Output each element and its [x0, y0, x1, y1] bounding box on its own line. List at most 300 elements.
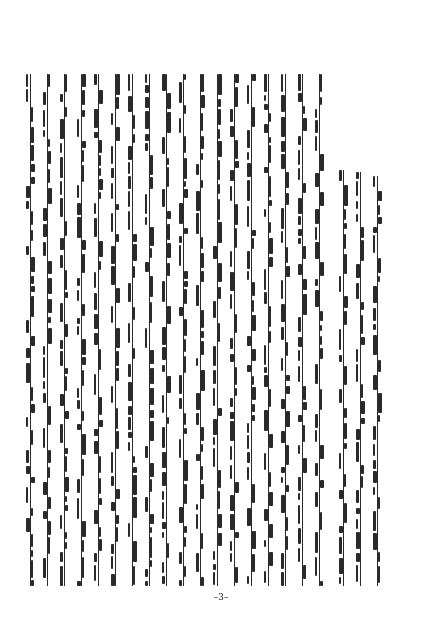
glyph-run [252, 484, 255, 503]
glyph-run [31, 508, 33, 516]
glyph-run [315, 532, 318, 553]
glyph-run [303, 458, 307, 473]
glyph-run [167, 167, 169, 187]
glyph-run [269, 524, 273, 538]
glyph-run [128, 283, 131, 302]
glyph-run [213, 572, 215, 585]
glyph-run [26, 186, 30, 198]
glyph-run [184, 413, 186, 425]
glyph-run [26, 201, 29, 209]
glyph-run [269, 145, 271, 163]
glyph-run [281, 431, 285, 443]
glyph-run [94, 553, 97, 562]
glyph-run [116, 127, 120, 141]
glyph-run [116, 527, 118, 542]
glyph-run [60, 566, 63, 586]
glyph-run [218, 491, 220, 509]
glyph-run [133, 307, 135, 320]
glyph-run [315, 173, 319, 187]
glyph-run [150, 368, 154, 384]
glyph-run [31, 477, 35, 483]
glyph-run [230, 354, 234, 362]
glyph-run [145, 262, 149, 272]
glyph-run [128, 176, 131, 189]
glyph-run [320, 262, 324, 276]
glyph-run [43, 428, 45, 448]
glyph-run [145, 134, 149, 141]
glyph-run [247, 508, 251, 526]
glyph-run [196, 213, 199, 234]
glyph-run [184, 339, 186, 352]
glyph-run [218, 408, 222, 416]
glyph-run [150, 560, 152, 567]
glyph-run [31, 177, 35, 184]
column-spine [302, 74, 303, 586]
glyph-run [356, 264, 360, 278]
glyph-run [133, 475, 137, 495]
glyph-run [201, 271, 204, 282]
glyph-run [264, 453, 266, 470]
glyph-run [252, 300, 254, 312]
glyph-run [281, 117, 285, 137]
glyph-run [247, 467, 249, 480]
glyph-run [65, 456, 67, 472]
glyph-run [184, 281, 188, 287]
glyph-run [356, 283, 359, 299]
glyph-run [264, 104, 268, 110]
glyph-run [373, 335, 377, 355]
glyph-run [264, 124, 268, 133]
glyph-run [213, 551, 215, 560]
glyph-run [48, 299, 52, 313]
glyph-run [133, 348, 135, 359]
glyph-run [344, 503, 347, 523]
glyph-run [298, 216, 301, 225]
glyph-run [43, 92, 46, 105]
glyph-run [43, 208, 47, 221]
glyph-run [252, 315, 256, 331]
glyph-run [201, 577, 204, 586]
glyph-run [60, 181, 62, 195]
glyph-run [77, 318, 80, 324]
glyph-run [99, 478, 101, 494]
glyph-run [303, 118, 307, 131]
glyph-run [162, 532, 164, 538]
glyph-run [150, 350, 154, 364]
glyph-run [281, 477, 283, 483]
glyph-run [150, 177, 153, 189]
glyph-run [235, 314, 237, 333]
glyph-run [339, 453, 341, 469]
glyph-run [356, 172, 359, 179]
glyph-run [344, 423, 347, 439]
glyph-run [133, 467, 137, 473]
glyph-run [247, 271, 249, 280]
glyph-run [378, 205, 380, 215]
text-column-19 [339, 170, 349, 586]
glyph-run [286, 536, 288, 550]
glyph-run [128, 211, 130, 230]
glyph-run [373, 487, 375, 495]
glyph-run [48, 406, 51, 425]
glyph-run [145, 497, 148, 512]
glyph-run [247, 336, 251, 346]
glyph-run [60, 157, 63, 178]
glyph-run [264, 540, 266, 547]
glyph-run [230, 412, 234, 419]
glyph-run [31, 560, 33, 578]
glyph-run [213, 301, 216, 318]
glyph-run [252, 107, 255, 127]
glyph-run [48, 169, 50, 183]
glyph-run [179, 439, 181, 458]
glyph-run [150, 527, 152, 533]
glyph-run [320, 154, 324, 171]
glyph-run [230, 186, 232, 201]
glyph-run [99, 140, 102, 153]
glyph-run [116, 234, 119, 242]
text-column-8 [145, 74, 155, 586]
glyph-run [361, 476, 363, 488]
glyph-run [48, 188, 52, 204]
glyph-run [315, 109, 317, 118]
glyph-run [201, 95, 205, 108]
glyph-run [77, 581, 81, 586]
glyph-run [60, 255, 63, 268]
glyph-run [133, 234, 137, 242]
glyph-run [128, 432, 132, 438]
glyph-run [82, 434, 86, 455]
glyph-run [315, 414, 318, 428]
glyph-run [43, 393, 46, 403]
glyph-run [99, 179, 103, 190]
glyph-run [65, 411, 69, 419]
glyph-run [196, 358, 198, 366]
glyph-run [356, 429, 360, 440]
glyph-run [60, 552, 63, 562]
glyph-run [116, 515, 119, 524]
glyph-run [344, 408, 347, 418]
glyph-run [378, 276, 380, 282]
glyph-run [235, 567, 238, 583]
glyph-run [230, 541, 232, 551]
glyph-run [31, 164, 35, 172]
glyph-run [77, 424, 81, 430]
glyph-run [128, 382, 132, 401]
glyph-run [116, 328, 120, 348]
glyph-run [303, 106, 305, 114]
glyph-run [320, 348, 323, 359]
glyph-run [82, 357, 86, 365]
glyph-run [201, 180, 203, 188]
glyph-run [184, 484, 187, 504]
glyph-run [184, 566, 186, 577]
glyph-run [179, 118, 181, 133]
glyph-run [111, 544, 114, 554]
glyph-run [82, 90, 85, 105]
glyph-run [31, 580, 34, 586]
glyph-run [378, 393, 382, 413]
glyph-run [48, 328, 52, 344]
glyph-run [218, 184, 220, 194]
glyph-run [150, 421, 154, 441]
glyph-run [201, 331, 204, 338]
glyph-run [281, 358, 283, 371]
glyph-run [361, 315, 363, 334]
glyph-run [196, 393, 200, 410]
glyph-run [303, 294, 307, 315]
glyph-run [218, 287, 221, 299]
glyph-run [94, 441, 98, 454]
glyph-run [150, 410, 154, 418]
glyph-run [162, 427, 165, 448]
glyph-run [77, 290, 79, 301]
glyph-run [298, 74, 301, 91]
glyph-run [43, 242, 46, 256]
glyph-run [116, 489, 120, 499]
glyph-run [116, 288, 120, 303]
glyph-run [77, 203, 81, 215]
glyph-run [184, 289, 187, 304]
glyph-run [269, 238, 273, 254]
column-spine [166, 74, 167, 586]
glyph-run [281, 154, 285, 169]
glyph-run [201, 310, 204, 328]
glyph-run [31, 107, 33, 122]
glyph-run [31, 296, 34, 317]
glyph-run [26, 320, 29, 333]
glyph-run [344, 223, 347, 229]
glyph-run [48, 497, 51, 509]
glyph-run [230, 465, 232, 479]
glyph-run [133, 134, 135, 143]
glyph-run [373, 324, 376, 330]
glyph-run [26, 348, 30, 358]
glyph-run [286, 172, 289, 188]
glyph-run [252, 74, 256, 81]
glyph-run [286, 485, 289, 492]
glyph-run [196, 191, 200, 211]
glyph-run [82, 240, 86, 250]
glyph-run [315, 290, 319, 307]
glyph-run [320, 389, 322, 410]
glyph-run [356, 181, 358, 196]
glyph-run [128, 191, 130, 207]
glyph-run [48, 317, 51, 323]
glyph-run [320, 480, 324, 488]
glyph-run [162, 281, 165, 302]
glyph-run [48, 278, 52, 294]
glyph-run [315, 364, 318, 384]
glyph-run [94, 74, 97, 85]
glyph-run [150, 514, 154, 524]
glyph-run [145, 74, 147, 83]
glyph-run [281, 495, 285, 513]
glyph-run [213, 437, 215, 445]
glyph-run [94, 132, 98, 138]
glyph-run [77, 326, 79, 335]
glyph-run [111, 246, 115, 264]
glyph-run [356, 364, 358, 382]
glyph-run [269, 472, 271, 487]
glyph-run [315, 209, 319, 224]
glyph-run [378, 258, 381, 273]
glyph-run [184, 158, 187, 179]
glyph-run [43, 224, 47, 237]
glyph-run [264, 95, 266, 101]
glyph-run [218, 323, 220, 342]
glyph-run [201, 74, 204, 92]
glyph-run [94, 565, 96, 581]
glyph-run [26, 89, 28, 102]
glyph-run [82, 370, 84, 386]
glyph-run [167, 211, 171, 219]
glyph-run [133, 266, 135, 278]
glyph-run [179, 307, 183, 316]
glyph-run [162, 576, 165, 584]
glyph-run [213, 448, 215, 467]
glyph-run [269, 306, 271, 327]
glyph-run [65, 542, 67, 549]
glyph-run [99, 192, 101, 199]
glyph-run [315, 242, 319, 259]
glyph-run [264, 74, 267, 92]
glyph-run [252, 531, 256, 549]
glyph-run [378, 360, 381, 372]
glyph-run [94, 374, 96, 395]
glyph-run [281, 399, 285, 409]
glyph-run [361, 465, 364, 474]
text-column-2 [43, 74, 53, 586]
glyph-run [116, 368, 119, 381]
glyph-run [315, 279, 318, 286]
glyph-run [26, 246, 29, 255]
glyph-run [82, 459, 84, 476]
glyph-run [82, 74, 86, 87]
glyph-run [281, 74, 283, 92]
glyph-run [162, 502, 164, 519]
glyph-run [184, 105, 186, 114]
glyph-run [116, 204, 119, 210]
glyph-run [145, 143, 148, 151]
glyph-run [184, 537, 186, 547]
glyph-run [99, 349, 101, 370]
glyph-run [179, 245, 181, 266]
glyph-run [373, 444, 375, 456]
glyph-run [60, 515, 62, 529]
glyph-run [196, 285, 199, 306]
glyph-run [111, 574, 115, 586]
glyph-run [281, 208, 284, 229]
glyph-run [247, 251, 250, 269]
glyph-run [167, 306, 171, 324]
glyph-run [298, 238, 301, 244]
text-column-6 [111, 74, 121, 586]
glyph-run [356, 201, 358, 209]
glyph-run [269, 331, 271, 343]
glyph-run [298, 198, 302, 214]
glyph-run [247, 452, 250, 463]
glyph-run [303, 402, 307, 410]
glyph-run [320, 74, 322, 92]
text-column-4 [77, 74, 87, 586]
glyph-run [184, 74, 186, 80]
glyph-run [218, 222, 222, 243]
text-column-12 [213, 74, 223, 586]
glyph-run [356, 442, 359, 462]
glyph-run [298, 337, 302, 347]
glyph-run [65, 74, 67, 92]
glyph-run [128, 406, 132, 415]
glyph-run [150, 463, 154, 477]
glyph-run [82, 165, 84, 182]
glyph-run [269, 434, 273, 448]
glyph-run [128, 96, 132, 112]
glyph-run [269, 257, 273, 267]
text-column-9 [162, 74, 172, 586]
glyph-run [43, 511, 47, 519]
glyph-run [356, 508, 360, 514]
glyph-run [150, 302, 152, 323]
glyph-run [179, 236, 182, 243]
glyph-run [82, 557, 84, 578]
glyph-run [298, 477, 301, 491]
glyph-run [339, 276, 341, 292]
glyph-run [218, 99, 221, 107]
glyph-run [344, 296, 348, 308]
glyph-run [65, 448, 68, 454]
glyph-run [26, 450, 29, 463]
glyph-run [201, 427, 204, 441]
glyph-run [201, 113, 203, 131]
glyph-run [116, 408, 118, 429]
glyph-run [145, 111, 149, 129]
glyph-run [344, 209, 346, 220]
glyph-run [162, 491, 164, 500]
glyph-run [320, 311, 323, 321]
glyph-run [99, 90, 103, 104]
glyph-run [269, 113, 271, 122]
glyph-run [162, 472, 166, 486]
glyph-run [111, 113, 113, 125]
glyph-run [344, 366, 347, 385]
glyph-run [48, 450, 51, 463]
glyph-run [269, 389, 271, 407]
glyph-run [145, 446, 148, 458]
glyph-run [162, 452, 166, 468]
glyph-run [65, 107, 67, 117]
glyph-run [184, 460, 188, 481]
glyph-run [320, 325, 322, 331]
glyph-run [213, 388, 215, 406]
glyph-run [99, 168, 101, 176]
glyph-run [167, 158, 169, 165]
text-column-21 [373, 176, 383, 586]
glyph-run [230, 553, 232, 562]
glyph-run [31, 127, 34, 143]
glyph-run [184, 228, 188, 234]
glyph-run [356, 565, 358, 582]
glyph-run [378, 566, 380, 583]
glyph-run [303, 386, 306, 400]
glyph-run [201, 484, 204, 499]
glyph-run [201, 136, 204, 149]
glyph-run [111, 386, 113, 403]
glyph-run [218, 160, 220, 180]
glyph-run [99, 456, 101, 473]
glyph-run [235, 74, 239, 83]
glyph-run [230, 251, 232, 267]
